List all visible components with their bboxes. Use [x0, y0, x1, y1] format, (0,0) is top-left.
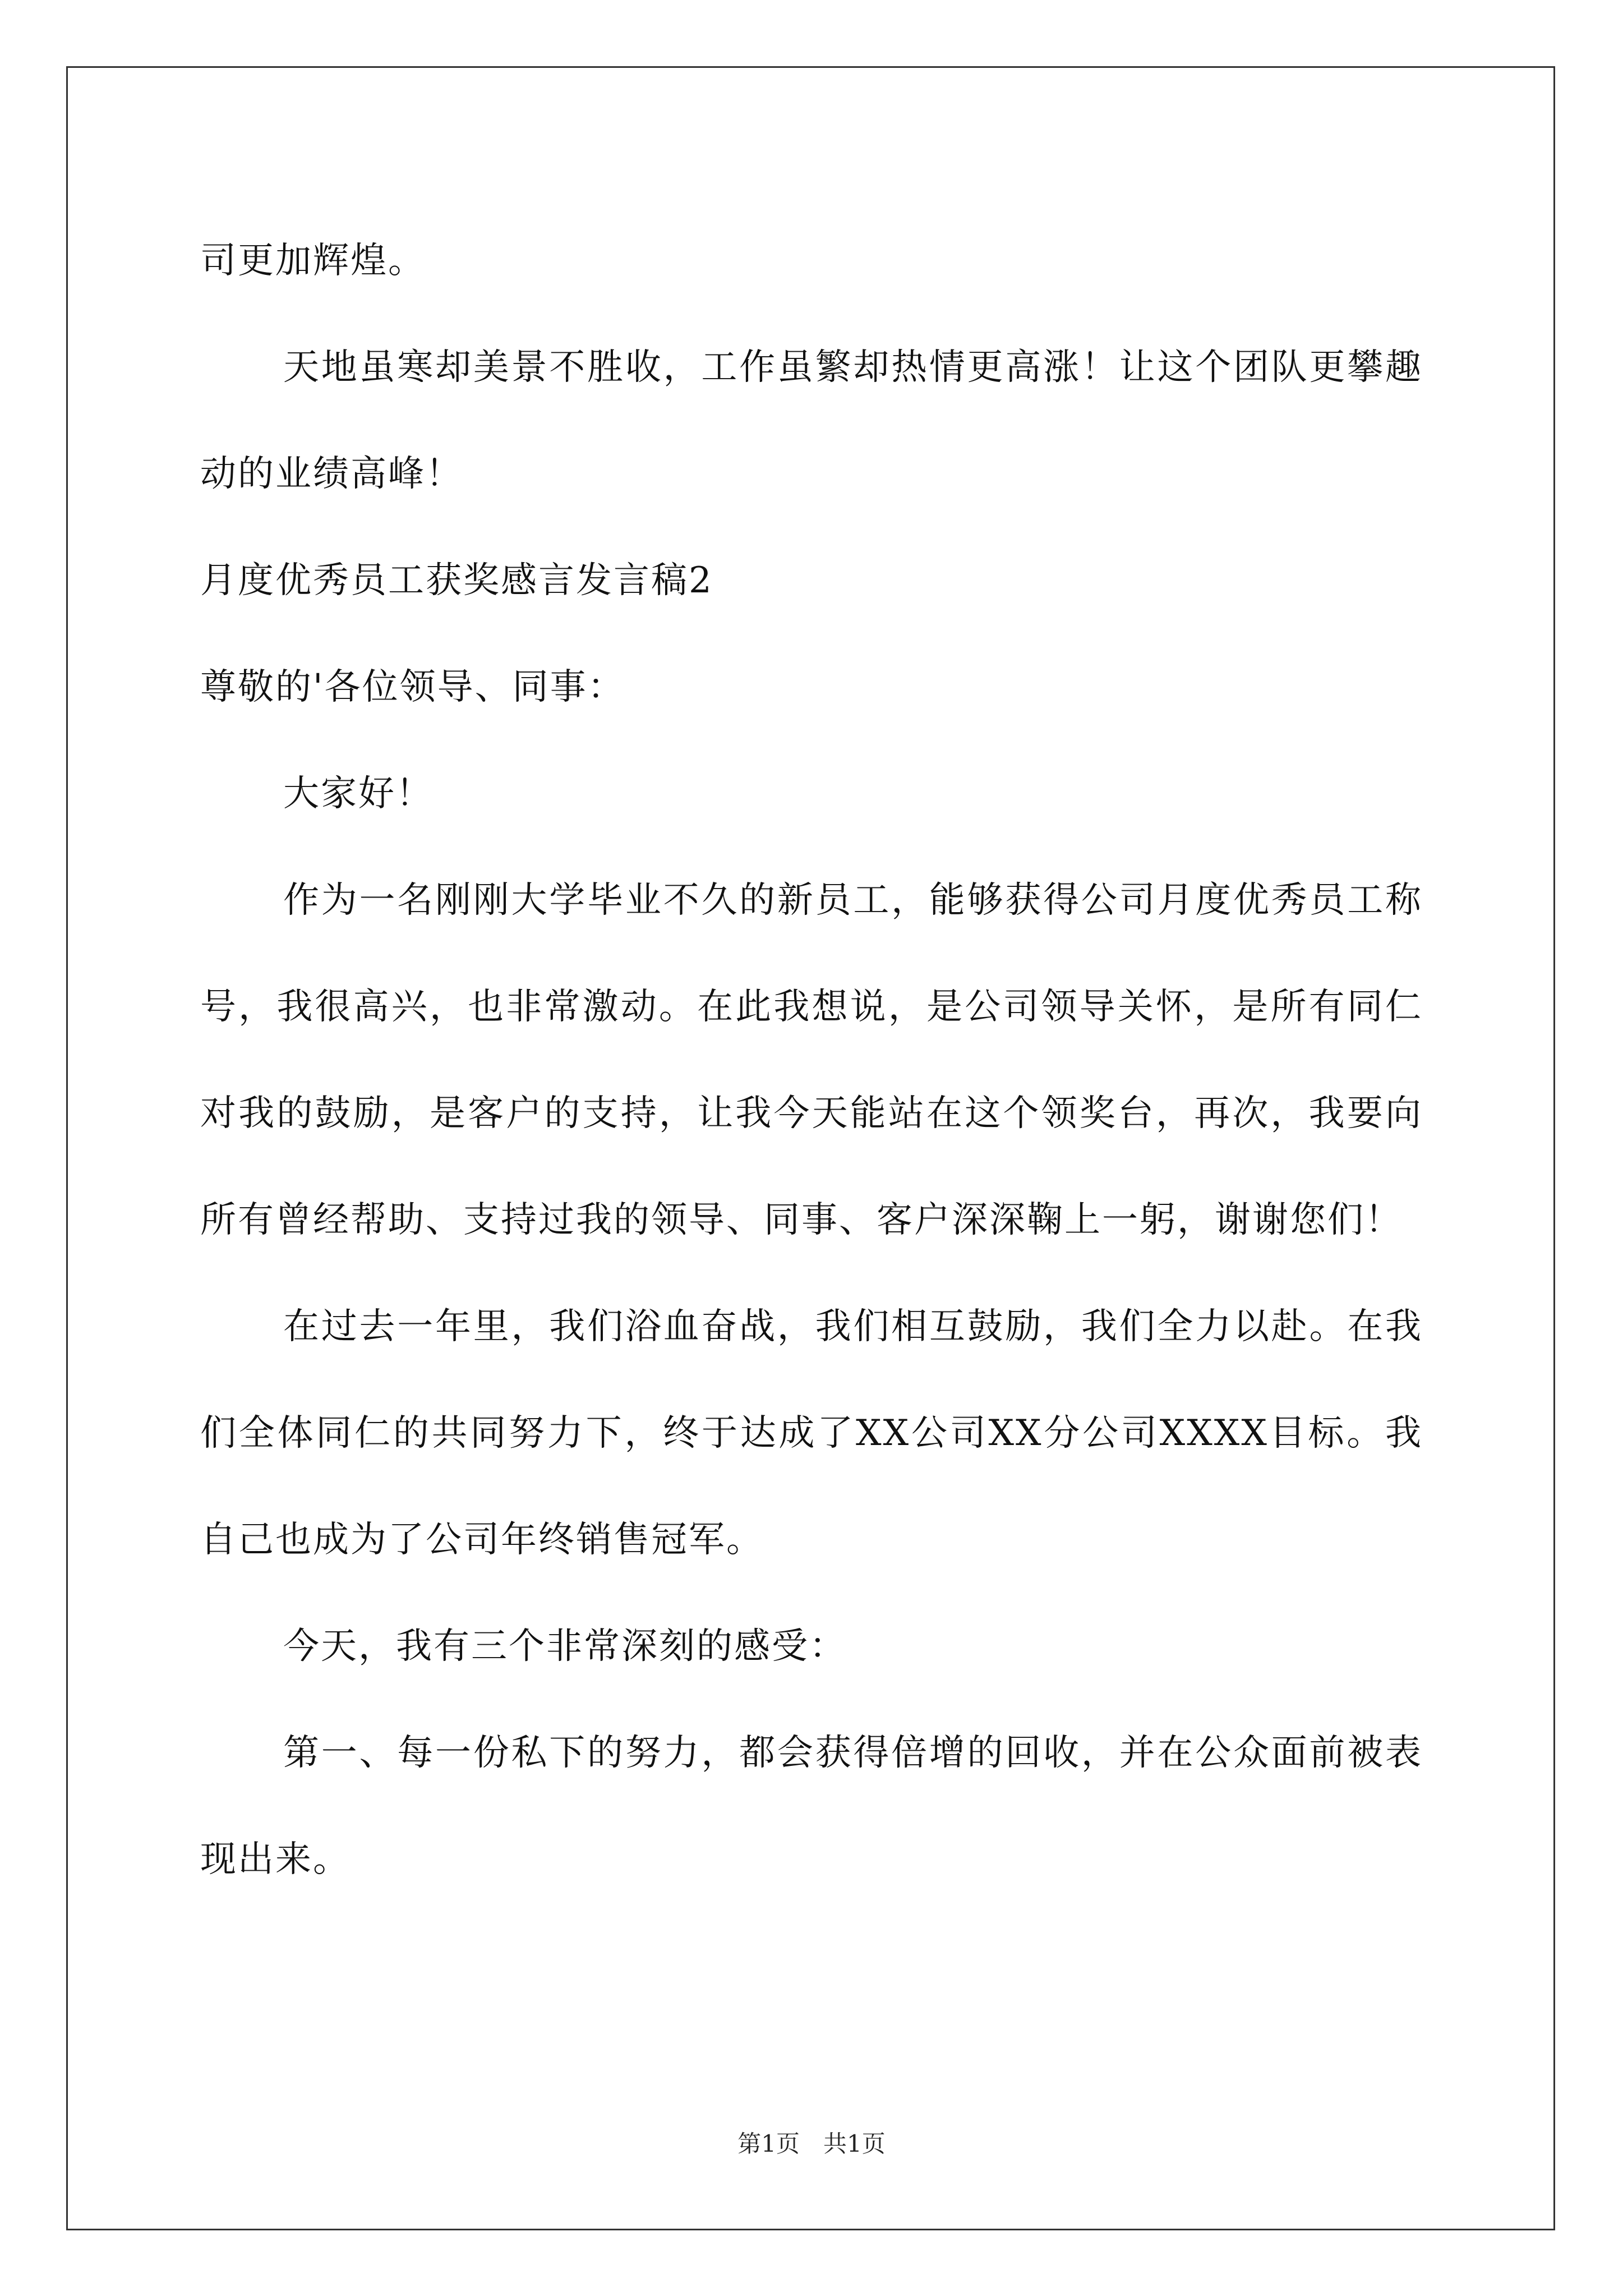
document-body	[200, 208, 1423, 1913]
paragraph: 第一、每一份私下的努力，都会获得倍增的回收，并在公众面前被表现出来。	[200, 1732, 1423, 1880]
paragraph: 作为一名刚刚大学毕业不久的新员工，能够获得公司月度优秀员工称号，我很高兴，也非常激动。在此我想说，是公司领导关怀，是所有同仁对我的鼓励，是客户的支持，让我今天能站在这个领奖台，再次，我要向所有曾经帮助、支持过我的领导、同事、客户深深鞠上一躬，谢谢您们！	[200, 880, 1423, 1241]
paragraph: 在过去一年里，我们浴血奋战，我们相互鼓励，我们全力以赴。在我们全体同仁的共同努力下，终于达成了XX公司XX分公司XXXX目标。我自己也成为了公司年终销售冠军。	[200, 1306, 1423, 1561]
section-title: 月度优秀员工获奖感言发言稿2	[200, 560, 713, 601]
greeting: 大家好！	[283, 773, 434, 815]
salutation: 尊敬的'各位领导、同事：	[200, 666, 625, 708]
paragraph: 天地虽寒却美景不胜收，工作虽繁却热情更高涨！让这个团队更攀趣动的业绩高峰！	[200, 347, 1423, 495]
paragraph: 今天，我有三个非常深刻的感受：	[283, 1626, 847, 1667]
page-number: 第1页 共1页	[737, 2130, 886, 2157]
paragraph: 司更加辉煌。	[200, 240, 426, 282]
